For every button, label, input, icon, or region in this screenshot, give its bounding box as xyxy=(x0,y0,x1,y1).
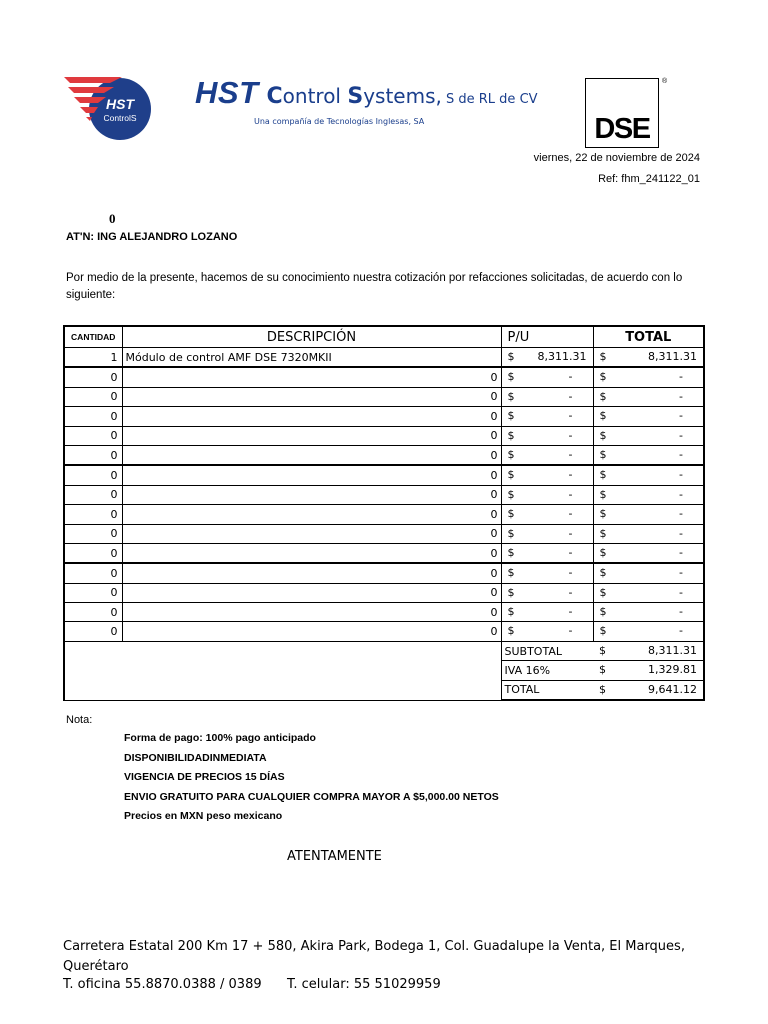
footer-address-line1: Carretera Estatal 200 Km 17 + 580, Akira Park, Bodega 1, Col. Guadalupe la Venta, El Marques, xyxy=(63,939,685,954)
cell-pu: $ - xyxy=(501,563,593,583)
cell-pu: $ - xyxy=(501,465,593,485)
cell-desc: 0 xyxy=(122,603,501,622)
dse-logo: DSE xyxy=(585,78,659,148)
table-row xyxy=(64,485,704,504)
cell-qty: 0 xyxy=(64,505,122,524)
table-row xyxy=(64,426,704,445)
cell-total: $ - xyxy=(593,583,704,602)
totals-value: $ 8,311.31 xyxy=(593,641,704,660)
cell-total: $ - xyxy=(593,485,704,504)
table-row xyxy=(64,445,704,465)
cell-qty: 0 xyxy=(64,465,122,485)
company-name xyxy=(195,75,538,111)
recipient-name: 0 xyxy=(109,211,116,226)
cell-qty: 0 xyxy=(64,426,122,445)
cell-qty: 0 xyxy=(64,622,122,641)
cell-total: $ - xyxy=(593,563,704,583)
registered-mark: ® xyxy=(662,78,668,85)
cell-qty: 1 xyxy=(64,348,122,368)
header-pu: P/U xyxy=(501,326,593,348)
cell-pu: $ - xyxy=(501,485,593,504)
cell-desc: 0 xyxy=(122,485,501,504)
table-row xyxy=(64,465,704,485)
document-ref: Ref: fhm_241122_01 xyxy=(598,173,700,185)
cell-desc: 0 xyxy=(122,426,501,445)
cell-total: $ - xyxy=(593,387,704,406)
cell-qty: 0 xyxy=(64,445,122,465)
cell-pu: $ - xyxy=(501,622,593,641)
table-row xyxy=(64,543,704,563)
cell-qty: 0 xyxy=(64,367,122,387)
cell-total: $ - xyxy=(593,367,704,387)
header-total: TOTAL xyxy=(593,326,704,348)
header-descripcion: DESCRIPCIÓN xyxy=(122,326,501,348)
cell-qty: 0 xyxy=(64,543,122,563)
totals-label: SUBTOTAL xyxy=(501,641,593,660)
table-row xyxy=(64,563,704,583)
cell-qty: 0 xyxy=(64,583,122,602)
cell-total: $ - xyxy=(593,426,704,445)
note-validity: VIGENCIA DE PRECIOS 15 DÍAS xyxy=(124,771,285,783)
cell-pu: $ - xyxy=(501,505,593,524)
cell-total: $ 8,311.31 xyxy=(593,348,704,368)
cell-pu: $ - xyxy=(501,543,593,563)
table-row xyxy=(64,603,704,622)
note-availability: DISPONIBILIDADINMEDIATA xyxy=(124,752,267,764)
totals-spacer xyxy=(64,641,501,700)
cell-total: $ - xyxy=(593,543,704,563)
quote-table xyxy=(63,325,705,701)
svg-text:ControlS: ControlS xyxy=(103,113,137,123)
closing: ATENTAMENTE xyxy=(287,849,382,864)
cell-total: $ - xyxy=(593,524,704,543)
cell-total: $ - xyxy=(593,622,704,641)
cell-desc: Módulo de control AMF DSE 7320MKII xyxy=(122,348,501,368)
table-row xyxy=(64,622,704,641)
cell-desc: 0 xyxy=(122,445,501,465)
cell-total: $ - xyxy=(593,407,704,426)
company-tagline: Una compañía de Tecnologías Inglesas, SA xyxy=(254,117,425,126)
cell-desc: 0 xyxy=(122,465,501,485)
cell-desc: 0 xyxy=(122,524,501,543)
table-row xyxy=(64,583,704,602)
table-row xyxy=(64,348,704,368)
footer-address-line2: Querétaro xyxy=(63,959,129,974)
cell-desc: 0 xyxy=(122,543,501,563)
cell-pu: $ - xyxy=(501,407,593,426)
footer-phone-office: T. oficina 55.8870.0388 / 0389 xyxy=(63,977,262,992)
cell-pu: $ - xyxy=(501,367,593,387)
table-header-row xyxy=(64,326,704,348)
cell-pu: $ - xyxy=(501,603,593,622)
totals-value: $ 9,641.12 xyxy=(593,680,704,700)
cell-pu: $ - xyxy=(501,445,593,465)
document-date: viernes, 22 de noviembre de 2024 xyxy=(533,152,700,164)
cell-desc: 0 xyxy=(122,583,501,602)
cell-desc: 0 xyxy=(122,563,501,583)
hst-logo xyxy=(62,73,154,141)
cell-desc: 0 xyxy=(122,367,501,387)
totals-row xyxy=(64,641,704,660)
totals-label: IVA 16% xyxy=(501,661,593,680)
note-label: Nota: xyxy=(66,714,93,726)
totals-label: TOTAL xyxy=(501,680,593,700)
cell-qty: 0 xyxy=(64,524,122,543)
cell-pu: $ 8,311.31 xyxy=(501,348,593,368)
cell-qty: 0 xyxy=(64,563,122,583)
company-control-systems: Control Systems, xyxy=(266,84,442,109)
cell-qty: 0 xyxy=(64,603,122,622)
table-row xyxy=(64,407,704,426)
svg-text:HST: HST xyxy=(106,96,134,112)
cell-qty: 0 xyxy=(64,485,122,504)
footer-phone-cell: T. celular: 55 51029959 xyxy=(287,977,441,992)
note-payment: Forma de pago: 100% pago anticipado xyxy=(124,732,316,744)
cell-total: $ - xyxy=(593,445,704,465)
company-hst: HST xyxy=(195,75,259,110)
cell-desc: 0 xyxy=(122,622,501,641)
cell-total: $ - xyxy=(593,465,704,485)
totals-value: $ 1,329.81 xyxy=(593,661,704,680)
table-row xyxy=(64,387,704,406)
intro-paragraph: Por medio de la presente, hacemos de su conocimiento nuestra cotización por refacciones solicitadas, de acuerdo con lo siguiente: xyxy=(66,272,683,301)
company-suffix: S de RL de CV xyxy=(441,92,538,107)
cell-desc: 0 xyxy=(122,387,501,406)
cell-desc: 0 xyxy=(122,505,501,524)
note-shipping: ENVIO GRATUITO PARA CUALQUIER COMPRA MAYOR A $5,000.00 NETOS xyxy=(124,791,499,803)
cell-pu: $ - xyxy=(501,387,593,406)
cell-total: $ - xyxy=(593,505,704,524)
table-row xyxy=(64,524,704,543)
table-row xyxy=(64,367,704,387)
cell-total: $ - xyxy=(593,603,704,622)
attention-line: AT'N: ING ALEJANDRO LOZANO xyxy=(66,231,238,243)
cell-qty: 0 xyxy=(64,387,122,406)
cell-desc: 0 xyxy=(122,407,501,426)
cell-pu: $ - xyxy=(501,426,593,445)
cell-pu: $ - xyxy=(501,524,593,543)
cell-pu: $ - xyxy=(501,583,593,602)
note-currency: Precios en MXN peso mexicano xyxy=(124,810,283,822)
cell-qty: 0 xyxy=(64,407,122,426)
header-cantidad: CANTIDAD xyxy=(64,326,122,348)
table-row xyxy=(64,505,704,524)
